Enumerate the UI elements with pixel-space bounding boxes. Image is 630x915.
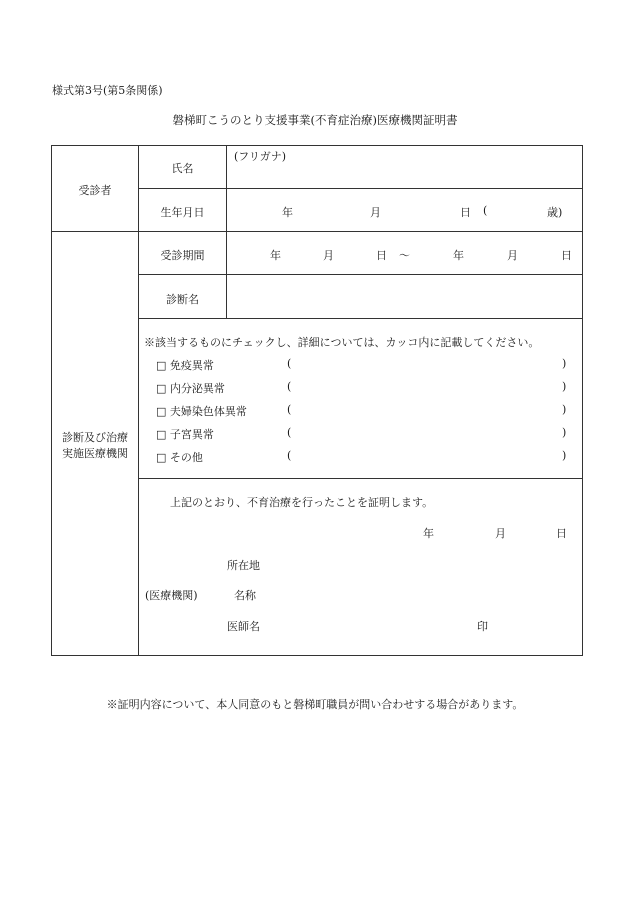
detail-close-paren: ) [562, 426, 567, 439]
document-title: 磐梯町こうのとり支援事業(不育症治療)医療機関証明書 [172, 113, 458, 127]
doctor-name-label: 医師名 [227, 620, 260, 633]
period-start-month: 月 [323, 249, 334, 262]
cert-day-unit: 日 [556, 527, 567, 540]
check-item-label: 内分泌異常 [169, 382, 225, 395]
row-line-diagnosis [138, 318, 583, 319]
cert-month-unit: 月 [495, 527, 506, 540]
certification-statement: 上記のとおり、不育治療を行ったことを証明します。 [170, 496, 434, 509]
birth-year-unit: 年 [282, 206, 293, 219]
row-line-checks [138, 478, 583, 479]
detail-close-paren: ) [562, 380, 567, 393]
table-border-bottom [51, 655, 583, 656]
address-label: 所在地 [227, 559, 260, 572]
checkbox[interactable]: □ [156, 382, 167, 395]
detail-close-paren: ) [562, 403, 567, 416]
period-label: 受診期間 [160, 249, 205, 262]
institution-label: (医療機関) [145, 589, 198, 602]
detail-open-paren: ( [287, 357, 292, 370]
treatment-label-line1: 診断及び治療 [62, 431, 128, 444]
table-border-top [51, 145, 583, 146]
check-item-label: 免疫異常 [169, 359, 214, 372]
footer-note: ※証明内容について、本人同意のもと磐梯町職員が問い合わせする場合があります。 [106, 698, 524, 711]
seal-mark: 印 [477, 620, 488, 633]
check-item-uterine[interactable] [156, 426, 214, 442]
patient-section-label: 受診者 [78, 184, 112, 197]
row-line-name [138, 188, 583, 189]
diagnosis-label: 診断名 [166, 293, 199, 306]
period-end-day: 日 [561, 249, 572, 262]
detail-open-paren: ( [287, 426, 292, 439]
detail-close-paren: ) [562, 449, 567, 462]
period-tilde: 〜 [399, 249, 410, 262]
period-start-year: 年 [270, 249, 281, 262]
checkbox[interactable]: □ [156, 359, 167, 372]
detail-open-paren: ( [287, 380, 292, 393]
treatment-section-label [52, 430, 138, 462]
detail-open-paren: ( [287, 403, 292, 416]
cert-year-unit: 年 [423, 527, 434, 540]
period-end-year: 年 [453, 249, 464, 262]
furigana-label: (フリガナ) [234, 150, 287, 163]
section-line [51, 231, 583, 232]
check-item-immune[interactable] [156, 357, 214, 373]
check-item-label: 夫婦染色体異常 [169, 405, 247, 418]
check-item-label: 子宮異常 [169, 428, 214, 441]
check-item-chromosome[interactable] [156, 403, 247, 419]
age-open-paren: ( [483, 204, 488, 217]
treatment-label-line2: 実施医療機関 [62, 447, 128, 460]
checkbox[interactable]: □ [156, 428, 167, 441]
check-item-endocrine[interactable] [156, 380, 225, 396]
birth-day-unit: 日 [460, 206, 471, 219]
detail-close-paren: ) [562, 357, 567, 370]
table-border-right [582, 145, 583, 656]
label-column-divider [138, 145, 139, 656]
checkbox[interactable]: □ [156, 451, 167, 464]
birth-date-label: 生年月日 [160, 206, 205, 219]
birth-month-unit: 月 [370, 206, 381, 219]
row-line-period [138, 274, 583, 275]
detail-open-paren: ( [287, 449, 292, 462]
table-border-left [51, 145, 52, 656]
form-number: 様式第3号(第5条関係) [52, 84, 163, 97]
period-end-month: 月 [507, 249, 518, 262]
check-instruction: ※該当するものにチェックし、詳細については、カッコ内に記載してください。 [144, 336, 540, 349]
institution-name-label: 名称 [234, 589, 256, 602]
name-label: 氏名 [171, 162, 194, 175]
period-start-day: 日 [376, 249, 387, 262]
value-divider-period [226, 232, 227, 318]
age-unit: 歳) [547, 206, 563, 219]
check-item-label: その他 [169, 451, 203, 464]
check-item-other[interactable] [156, 449, 203, 465]
checkbox[interactable]: □ [156, 405, 167, 418]
